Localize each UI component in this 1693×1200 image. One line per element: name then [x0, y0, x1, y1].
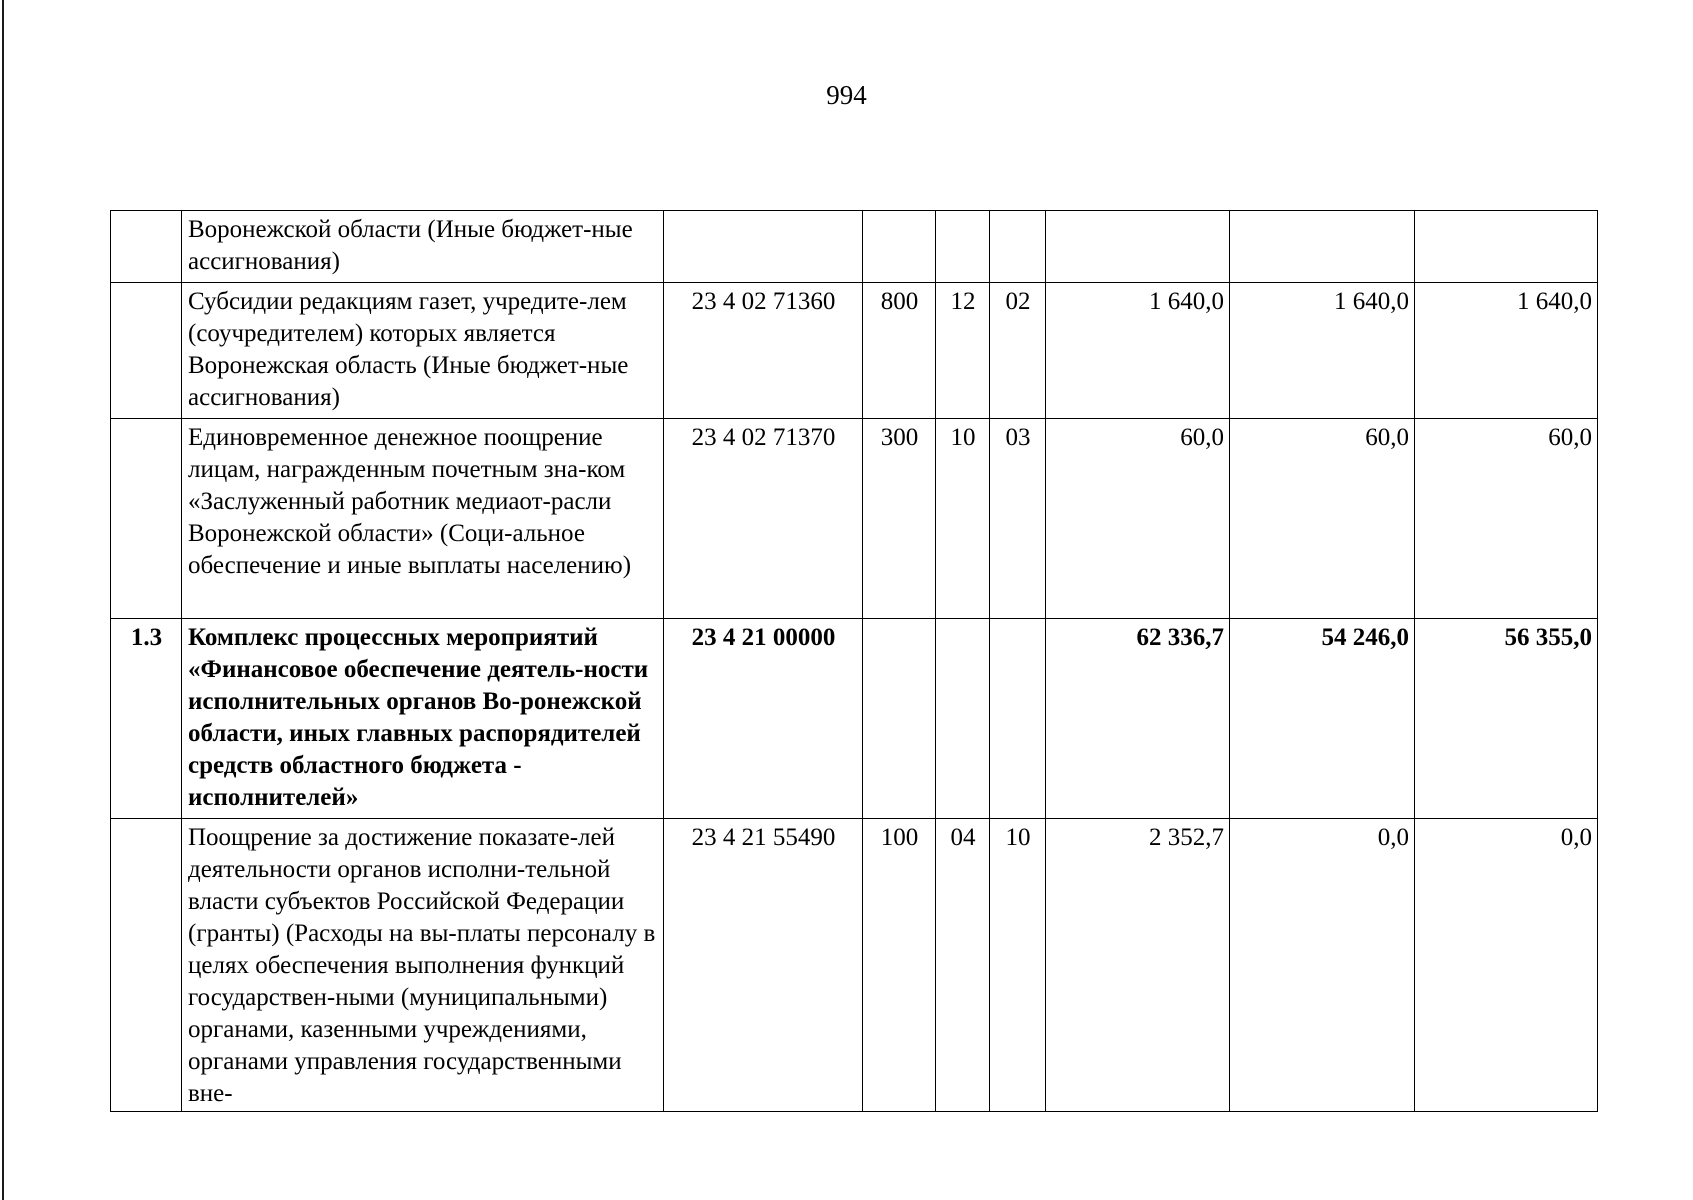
- expense-type-cell: 800: [863, 283, 936, 419]
- row-name-cell: Поощрение за достижение показате-лей деятельности органов исполни-тельной власти субъектов Российской Федерации (гранты) (Расходы на вы-платы персоналу в целях обеспечения выполнения функций государствен-ными (муниципальными) органами, казенными учреждениями, органами управления государственными вне-: [182, 819, 664, 1112]
- subsection-cell: 03: [990, 419, 1046, 619]
- row-number-cell: [111, 419, 182, 619]
- amount-year1-cell: 60,0: [1046, 419, 1230, 619]
- expense-type-cell: [863, 619, 936, 819]
- budget-table: [110, 210, 1598, 1112]
- row-number-cell: [111, 211, 182, 283]
- amount-year3-cell: 0,0: [1415, 819, 1598, 1112]
- amount-year1-cell: [1046, 211, 1230, 283]
- table-row: [111, 419, 1598, 619]
- table-row: [111, 283, 1598, 419]
- row-number-cell: [111, 283, 182, 419]
- section-cell: 10: [936, 419, 990, 619]
- amount-year3-cell: 60,0: [1415, 419, 1598, 619]
- table-row: [111, 211, 1598, 283]
- subsection-cell: [990, 619, 1046, 819]
- subsection-cell: [990, 211, 1046, 283]
- row-name-cell: Воронежской области (Иные бюджет-ные ассигнования): [182, 211, 664, 283]
- amount-year2-cell: 54 246,0: [1230, 619, 1415, 819]
- expense-type-cell: [863, 211, 936, 283]
- target-code-cell: 23 4 21 55490: [664, 819, 863, 1112]
- section-cell: 04: [936, 819, 990, 1112]
- scan-edge-line: [2, 0, 4, 1200]
- target-code-cell: 23 4 02 71370: [664, 419, 863, 619]
- row-name-cell: Единовременное денежное поощрение лицам, награжденным почетным зна-ком «Заслуженный работник медиаот-расли Воронежской области» (Соци-альное обеспечение и иные выплаты населению): [182, 419, 664, 619]
- section-cell: [936, 619, 990, 819]
- target-code-cell: [664, 211, 863, 283]
- row-name-cell: Комплекс процессных мероприятий «Финансовое обеспечение деятель-ности исполнительных органов Во-ронежской области, иных главных распорядителей средств областного бюджета - исполнителей»: [182, 619, 664, 819]
- expense-type-cell: 300: [863, 419, 936, 619]
- amount-year1-cell: 62 336,7: [1046, 619, 1230, 819]
- amount-year3-cell: 56 355,0: [1415, 619, 1598, 819]
- amount-year2-cell: [1230, 211, 1415, 283]
- table-row-section: [111, 619, 1598, 819]
- target-code-cell: 23 4 02 71360: [664, 283, 863, 419]
- section-cell: 12: [936, 283, 990, 419]
- section-cell: [936, 211, 990, 283]
- amount-year2-cell: 0,0: [1230, 819, 1415, 1112]
- amount-year2-cell: 1 640,0: [1230, 283, 1415, 419]
- page-number: 994: [826, 80, 867, 110]
- amount-year3-cell: [1415, 211, 1598, 283]
- row-number-cell: [111, 819, 182, 1112]
- amount-year2-cell: 60,0: [1230, 419, 1415, 619]
- row-number-cell: 1.3: [111, 619, 182, 819]
- target-code-cell: 23 4 21 00000: [664, 619, 863, 819]
- subsection-cell: 10: [990, 819, 1046, 1112]
- subsection-cell: 02: [990, 283, 1046, 419]
- row-name-cell: Субсидии редакциям газет, учредите-лем (соучредителем) которых является Воронежская область (Иные бюджет-ные ассигнования): [182, 283, 664, 419]
- amount-year1-cell: 2 352,7: [1046, 819, 1230, 1112]
- table-row: [111, 819, 1598, 1112]
- expense-type-cell: 100: [863, 819, 936, 1112]
- amount-year1-cell: 1 640,0: [1046, 283, 1230, 419]
- amount-year3-cell: 1 640,0: [1415, 283, 1598, 419]
